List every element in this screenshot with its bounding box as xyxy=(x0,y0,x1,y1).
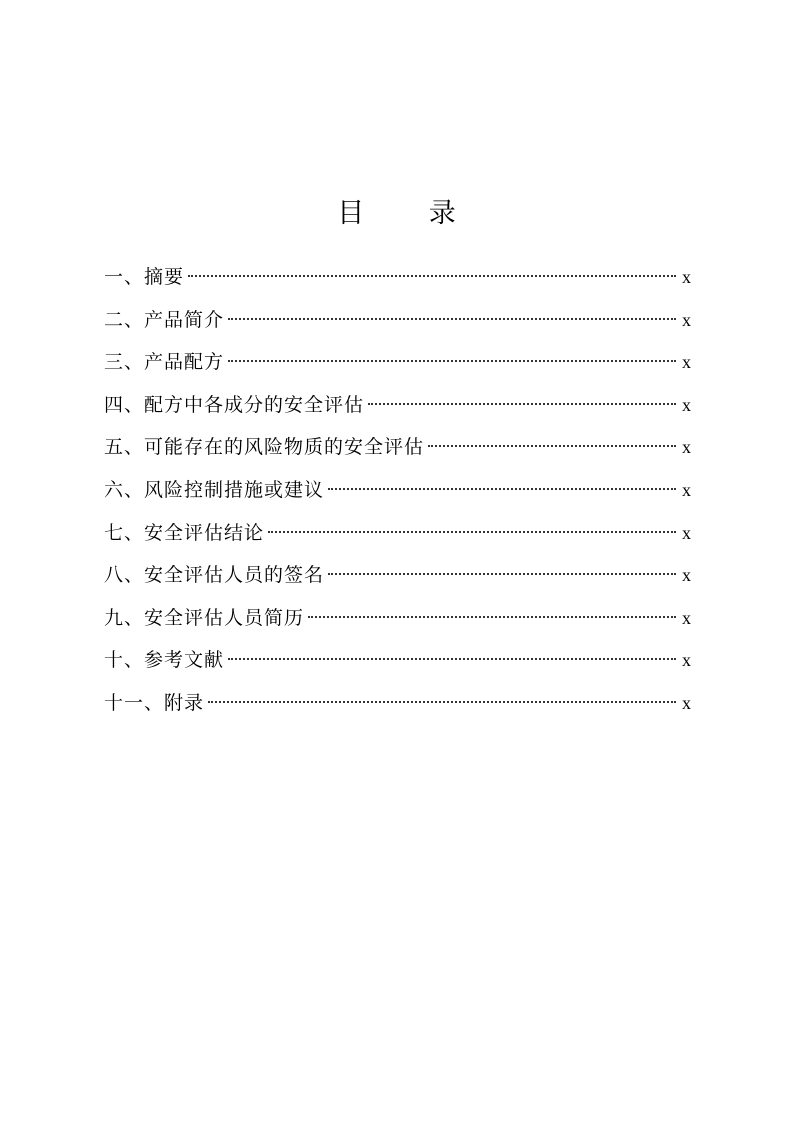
toc-entry-label: 六、风险控制措施或建议 xyxy=(104,478,325,501)
dot-leader xyxy=(268,531,676,533)
toc-entry-label: 三、产品配方 xyxy=(104,351,225,374)
toc-entry-page: x xyxy=(682,437,691,458)
toc-entry-page: x xyxy=(682,692,691,713)
toc-entry-formula[interactable] xyxy=(104,341,691,384)
toc-entry-product-intro[interactable] xyxy=(104,299,691,342)
dot-leader xyxy=(368,403,676,405)
toc-entry-label: 八、安全评估人员的签名 xyxy=(104,564,325,587)
dot-leader xyxy=(328,488,676,490)
toc-entry-page: x xyxy=(682,479,691,500)
toc-entry-label: 十、参考文献 xyxy=(104,649,225,672)
dot-leader xyxy=(208,701,676,703)
dot-leader xyxy=(228,318,676,320)
toc-entry-page: x xyxy=(682,309,691,330)
toc-entry-assessor-resume[interactable] xyxy=(104,597,691,640)
toc-entry-label: 七、安全评估结论 xyxy=(104,521,265,544)
toc-entry-assessor-signature[interactable] xyxy=(104,554,691,597)
table-of-contents xyxy=(104,256,691,725)
dot-leader xyxy=(428,445,676,447)
toc-entry-risk-control[interactable] xyxy=(104,469,691,512)
toc-entry-abstract[interactable] xyxy=(104,256,691,299)
toc-entry-label: 二、产品简介 xyxy=(104,308,225,331)
toc-entry-page: x xyxy=(682,565,691,586)
toc-entry-label: 一、摘要 xyxy=(104,266,185,288)
toc-entry-page: x xyxy=(682,267,691,287)
toc-entry-page: x xyxy=(682,352,691,373)
dot-leader xyxy=(188,275,676,277)
page-title: 目 录 xyxy=(337,198,484,229)
toc-entry-label: 九、安全评估人员简历 xyxy=(104,606,305,629)
toc-entry-risk-substance-assessment[interactable] xyxy=(104,426,691,469)
toc-entry-conclusion[interactable] xyxy=(104,512,691,555)
dot-leader xyxy=(228,658,676,660)
dot-leader xyxy=(228,360,676,362)
toc-entry-label: 四、配方中各成分的安全评估 xyxy=(104,393,365,416)
toc-entry-label: 十一、附录 xyxy=(104,691,205,714)
dot-leader xyxy=(308,616,676,618)
toc-entry-page: x xyxy=(682,650,691,671)
dot-leader xyxy=(328,573,676,575)
toc-entry-references[interactable] xyxy=(104,639,691,682)
toc-entry-page: x xyxy=(682,394,691,415)
toc-entry-label: 五、可能存在的风险物质的安全评估 xyxy=(104,436,425,459)
toc-entry-page: x xyxy=(682,522,691,543)
toc-entry-page: x xyxy=(682,607,691,628)
toc-entry-appendix[interactable] xyxy=(104,682,691,725)
toc-entry-ingredient-assessment[interactable] xyxy=(104,384,691,427)
